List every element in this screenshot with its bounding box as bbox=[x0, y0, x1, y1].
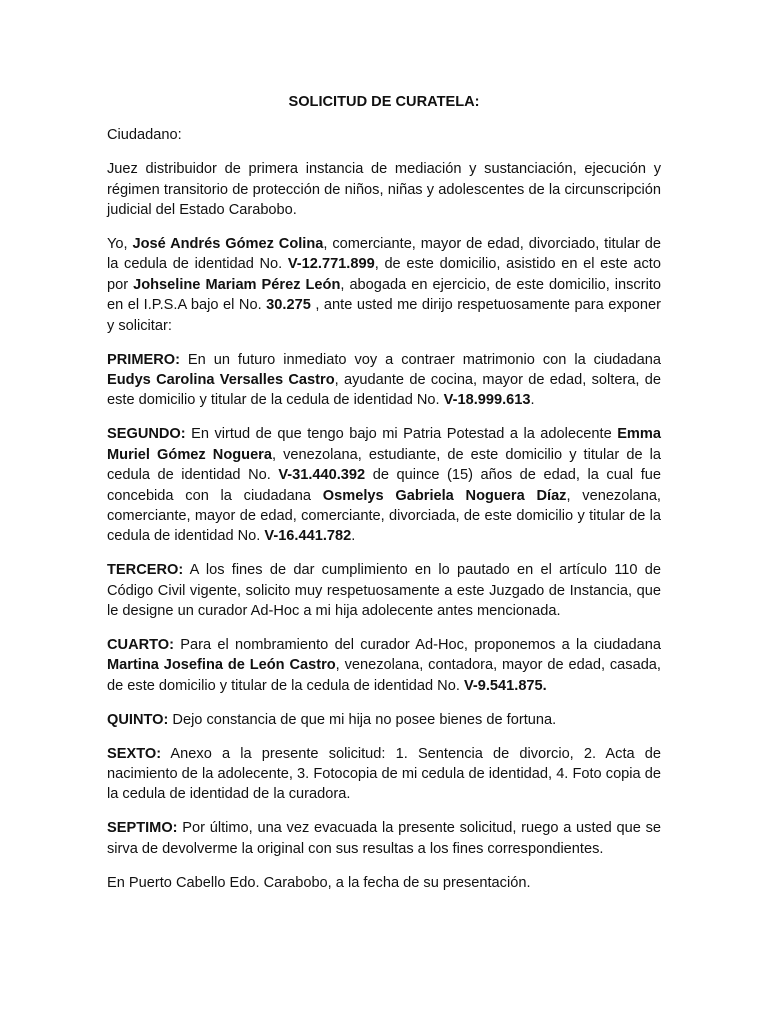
primero-paragraph bbox=[107, 350, 661, 411]
addressee-paragraph: Juez distribuidor de primera instancia de mediación y sustanciación, ejecución y régimen transitorio de protección de niños, niñas y adolescentes de la circunscripción judicial del Estado Carabobo. bbox=[107, 161, 661, 219]
septimo-paragraph bbox=[107, 818, 661, 859]
ipsa-number: 30.275 bbox=[266, 297, 311, 314]
lawyer-name: Johseline Mariam Pérez León bbox=[133, 276, 341, 293]
mother-id: V-16.441.782 bbox=[264, 528, 352, 545]
sexto-paragraph bbox=[107, 744, 661, 805]
intro-text-3: , de este domicilio, asistido en el este acto por bbox=[107, 256, 661, 293]
quinto-text-1: Dejo constancia de que mi hija no posee bienes de fortuna. bbox=[168, 711, 557, 728]
sexto-text-1: Anexo a la presente solicitud: 1. Sentencia de divorcio, 2. Acta de nacimiento de la adolecente, 3. Fotocopia de mi cedula de identidad, 4. Foto copia de la cedula de identidad de la curadora. bbox=[107, 745, 661, 803]
salutation: Ciudadano: bbox=[107, 127, 182, 144]
cuarto-label: CUARTO: bbox=[107, 636, 175, 653]
document-title: SOLICITUD DE CURATELA: bbox=[288, 94, 480, 110]
daughter-name: Emma Muriel Gómez Noguera bbox=[107, 426, 661, 463]
quinto-label: QUINTO: bbox=[107, 711, 169, 728]
segundo-text-3: de quince (15) años de edad, la cual fue concebida con la ciudadana bbox=[107, 467, 661, 504]
segundo-text-5: . bbox=[351, 528, 356, 545]
cuarto-paragraph bbox=[107, 635, 661, 696]
primero-text-2: , ayudante de cocina, mayor de edad, soltera, de este domicilio y titular de la cedula de identidad No. bbox=[107, 371, 662, 409]
primero-label: PRIMERO: bbox=[107, 351, 180, 368]
intro-text-5: , ante usted me dirijo respetuosamente para exponer y solicitar: bbox=[107, 297, 662, 334]
sexto-label: SEXTO: bbox=[107, 745, 162, 762]
applicant-name: José Andrés Gómez Colina bbox=[132, 236, 324, 253]
quinto-paragraph bbox=[107, 710, 661, 730]
septimo-text-1: Por último, una vez evacuada la presente solicitud, ruego a usted que se sirva de devolverme la original con sus resultas a los fines correspondientes. bbox=[107, 820, 661, 857]
septimo-label: SEPTIMO: bbox=[107, 820, 178, 837]
fiancee-id: V-18.999.613 bbox=[443, 392, 531, 409]
curator-name: Martina Josefina de León Castro bbox=[107, 657, 336, 674]
cuarto-text-2: , venezolana, contadora, mayor de edad, casada, de este domicilio y titular de la cedula de identidad No. bbox=[107, 657, 661, 694]
primero-text-1: En un futuro inmediato voy a contraer matrimonio con la ciudadana bbox=[179, 351, 661, 368]
tercero-paragraph bbox=[107, 560, 661, 621]
intro-text-2: , comerciante, mayor de edad, divorciado, titular de la cedula de identidad No. bbox=[107, 236, 661, 273]
applicant-id: V-12.771.899 bbox=[287, 256, 375, 273]
mother-name: Osmelys Gabriela Noguera Díaz bbox=[322, 487, 567, 504]
segundo-paragraph bbox=[107, 424, 661, 546]
intro-text-4: , abogada en ejercicio, de este domicilio, inscrito en el I.P.S.A bajo el No. bbox=[107, 276, 662, 314]
tercero-label: TERCERO: bbox=[107, 562, 184, 579]
primero-text-3: . bbox=[530, 392, 535, 409]
cuarto-text-1: Para el nombramiento del curador Ad-Hoc, proponemos a la ciudadana bbox=[174, 636, 661, 653]
intro-paragraph bbox=[107, 234, 661, 336]
segundo-text-4: , venezolana, comerciante, mayor de edad, comerciante, divorciada, de este domicilio y titular de la cedula de identidad No. bbox=[107, 487, 661, 545]
segundo-label: SEGUNDO: bbox=[107, 426, 186, 443]
segundo-text-1: En virtud de que tengo bajo mi Patria Potestad a la adolecente bbox=[185, 426, 618, 443]
intro-text-1: Yo, bbox=[107, 236, 133, 253]
curator-id: V-9.541.875. bbox=[463, 677, 547, 694]
segundo-text-2: , venezolana, estudiante, de este domicilio y titular de la cedula de identidad No. bbox=[107, 446, 661, 484]
closing-paragraph: En Puerto Cabello Edo. Carabobo, a la fecha de su presentación. bbox=[107, 874, 531, 891]
fiancee-name: Eudys Carolina Versalles Castro bbox=[107, 371, 335, 388]
tercero-text-1: A los fines de dar cumplimiento en lo pautado en el artículo 110 de Código Civil vigente, solicito muy respetuosamente a este Juzgado de Instancia, que le designe un curador Ad-Hoc a mi hija adolecente antes mencionada. bbox=[107, 562, 661, 620]
daughter-id: V-31.440.392 bbox=[278, 467, 366, 484]
